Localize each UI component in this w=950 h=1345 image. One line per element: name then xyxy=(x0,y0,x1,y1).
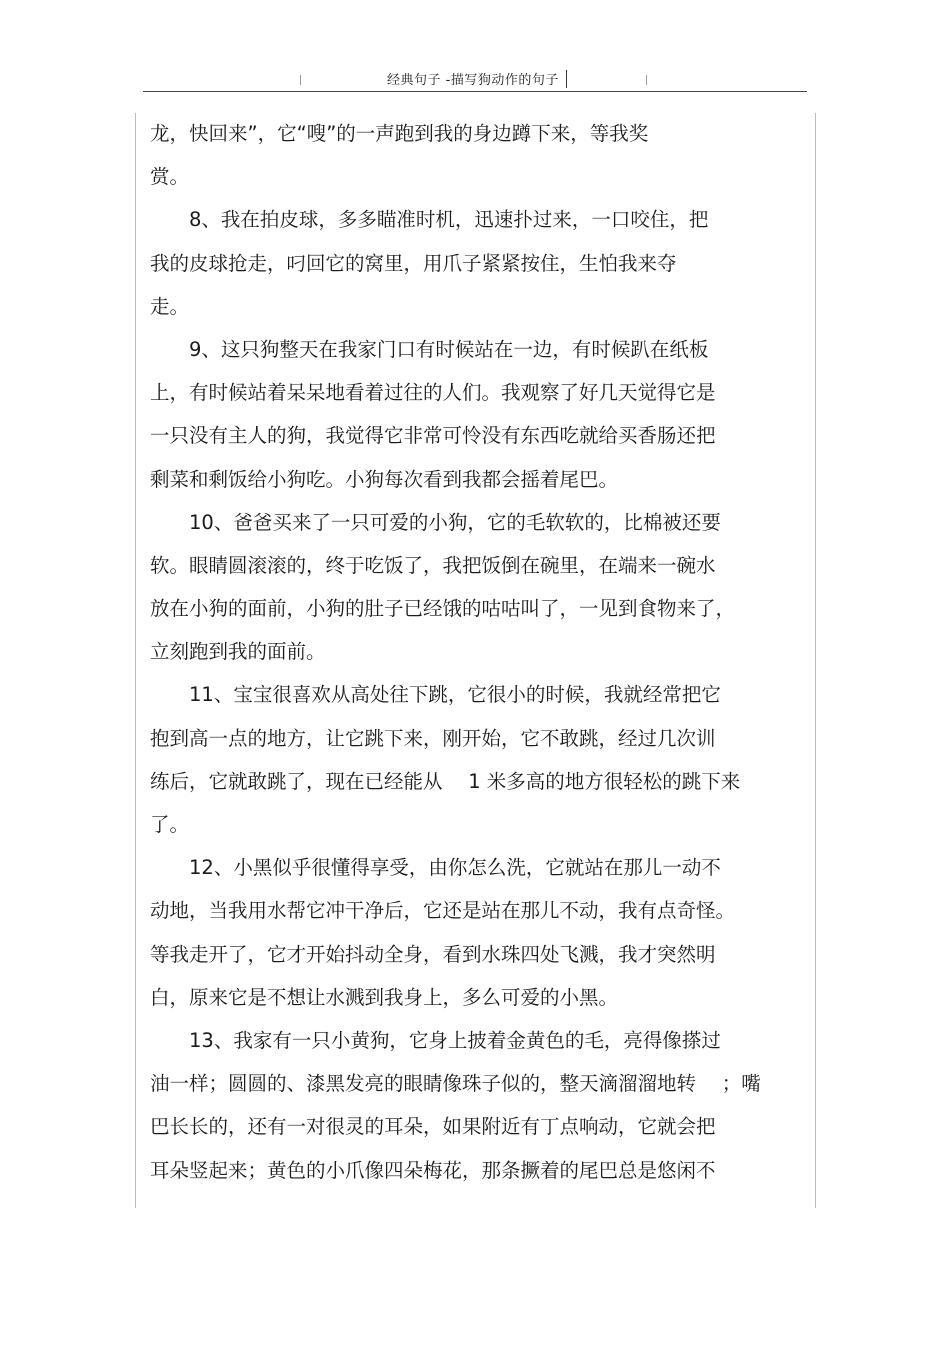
text-line: 走。 xyxy=(150,294,190,318)
text-line: 上，有时候站着呆呆地看着过往的人们。我观察了好几天觉得它是 xyxy=(150,381,716,405)
text-line: 12、小黑似乎很懂得享受，由你怎么洗，它就站在那儿一动不 xyxy=(150,856,721,880)
text-line: 立刻跑到我的面前。 xyxy=(150,640,326,664)
left-margin-rule xyxy=(135,113,136,1208)
text-line: 放在小狗的面前，小狗的肚子已经饿的咕咕叫了，一见到食物来了， xyxy=(150,597,736,621)
header-tick-left xyxy=(300,75,301,85)
text-line: 油一样；圆圆的、漆黑发亮的眼睛像珠子似的，整天滴溜溜地转 ；嘴 xyxy=(150,1072,761,1096)
text-line: 龙，快回来”，它“嗖”的一声跑到我的身边蹲下来，等我奖 xyxy=(150,122,649,145)
text-line: 9、这只狗整天在我家门口有时候站在一边，有时候趴在纸板 xyxy=(150,337,709,361)
text-line: 等我走开了，它才开始抖动全身，看到水珠四处飞溅，我才突然明 xyxy=(150,942,716,966)
text-line: 软。眼睛圆滚滚的，终于吃饭了，我把饭倒在碗里，在端来一碗水 xyxy=(150,553,716,577)
text-line: 我的皮球抢走，叼回它的窝里，用爪子紧紧按住，生怕我来夺 xyxy=(150,251,677,275)
text-line: 练后，它就敢跳了，现在已经能从 1 米多高的地方很轻松的跳下来 xyxy=(150,769,741,793)
body-text xyxy=(150,112,810,1192)
header-tick-right xyxy=(646,75,647,85)
text-line: 动地，当我用水帮它冲干净后，它还是站在那儿不动，我有点奇怪。 xyxy=(150,899,736,923)
text-line: 白，原来它是不想让水溅到我身上，多么可爱的小黑。 xyxy=(150,985,619,1009)
text-line: 剩菜和剩饭给小狗吃。小狗每次看到我都会摇着尾巴。 xyxy=(150,467,619,491)
text-line: 耳朵竖起来；黄色的小爪像四朵梅花，那条撅着的尾巴总是悠闲不 xyxy=(150,1158,716,1182)
header-rule xyxy=(143,91,807,92)
text-line: 13、我家有一只小黄狗，它身上披着金黄色的毛，亮得像搽过 xyxy=(150,1028,721,1052)
right-margin-rule xyxy=(815,113,816,1208)
text-line: 8、我在拍皮球，多多瞄准时机，迅速扑过来，一口咬住，把 xyxy=(150,208,709,232)
text-line: 11、宝宝很喜欢从高处往下跳，它很小的时候，我就经常把它 xyxy=(150,683,721,707)
text-line: 了。 xyxy=(150,813,190,836)
header-title: 经典句子 -描写狗动作的句子 xyxy=(387,73,559,88)
header-tick-mid xyxy=(566,70,567,88)
text-line: 赏。 xyxy=(150,165,190,189)
text-line: 巴长长的，还有一对很灵的耳朵，如果附近有丁点响动，它就会把 xyxy=(150,1115,716,1139)
text-line: 一只没有主人的狗，我觉得它非常可怜没有东西吃就给买香肠还把 xyxy=(150,424,716,448)
text-line: 抱到高一点的地方，让它跳下来，刚开始，它不敢跳，经过几次训 xyxy=(150,726,716,750)
text-line: 10、爸爸买来了一只可爱的小狗，它的毛软软的，比棉被还要 xyxy=(150,510,721,534)
